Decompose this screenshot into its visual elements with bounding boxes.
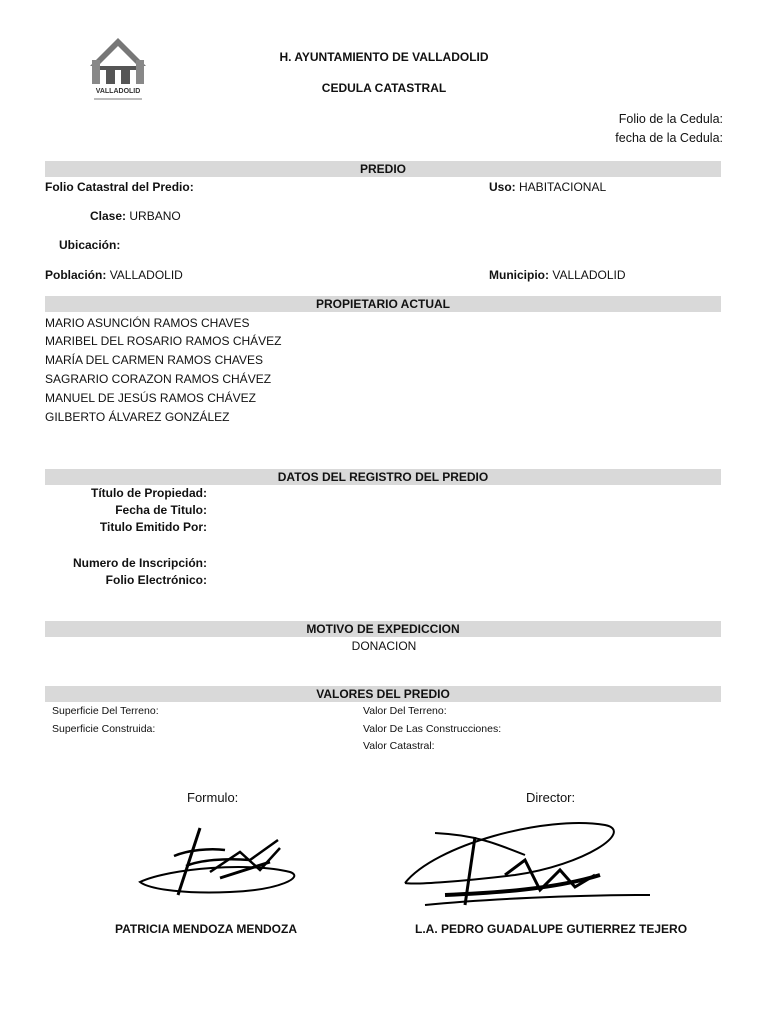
page-subtitle: CEDULA CATASTRAL [321, 81, 447, 95]
logo-text: VALLADOLID [95, 88, 141, 95]
owner-item: GILBERTO ÁLVAREZ GONZÁLEZ [45, 410, 230, 424]
clase-value: URBANO [129, 209, 181, 223]
titulo-emitido-label: Titulo Emitido Por: [99, 520, 207, 534]
formulo-signature [130, 820, 310, 900]
owner-item: MARÍA DEL CARMEN RAMOS CHAVES [45, 353, 264, 367]
fecha-titulo-label: Fecha de Titulo: [115, 503, 207, 517]
superficie-terreno-label: Superficie Del Terreno: [52, 705, 159, 717]
poblacion-value: VALLADOLID [109, 268, 183, 282]
uso-value: HABITACIONAL [519, 180, 607, 194]
clase-field [90, 209, 181, 223]
valor-construcciones-label: Valor De Las Construcciones: [363, 723, 502, 735]
page-title: H. AYUNTAMIENTO DE VALLADOLID [279, 50, 489, 64]
ubicacion-label: Ubicación: [59, 238, 121, 252]
valor-catastral-label: Valor Catastral: [363, 740, 435, 752]
motivo-value: DONACION [351, 639, 417, 653]
folio-electronico-label: Folio Electrónico: [105, 573, 207, 587]
formulo-name: PATRICIA MENDOZA MENDOZA [115, 922, 297, 936]
section-motivo-header: MOTIVO DE EXPEDICCION [45, 621, 721, 637]
valor-terreno-label: Valor Del Terreno: [363, 705, 447, 717]
section-registro-header: DATOS DEL REGISTRO DEL PREDIO [45, 469, 721, 485]
director-signature [395, 815, 655, 915]
municipio-value: VALLADOLID [552, 268, 626, 282]
owner-item: MANUEL DE JESÚS RAMOS CHÁVEZ [45, 391, 256, 405]
director-label: Director: [526, 790, 576, 805]
director-name: L.A. PEDRO GUADALUPE GUTIERREZ TEJERO [415, 922, 688, 936]
municipio-label: Municipio: [489, 268, 549, 282]
superficie-construida-label: Superficie Construida: [52, 723, 156, 735]
logo-tagline [94, 98, 142, 100]
owner-item: MARIBEL DEL ROSARIO RAMOS CHÁVEZ [45, 334, 282, 348]
municipal-logo [86, 36, 150, 106]
uso-field [489, 180, 606, 194]
numero-inscripcion-label: Numero de Inscripción: [72, 556, 207, 570]
section-valores-header: VALORES DEL PREDIO [45, 686, 721, 702]
folio-catastral-label: Folio Catastral del Predio: [45, 180, 194, 194]
municipio-field [489, 268, 626, 282]
fecha-cedula-label: fecha de la Cedula: [615, 131, 723, 145]
folio-cedula-label: Folio de la Cedula: [618, 112, 723, 126]
section-predio-header: PREDIO [45, 161, 721, 177]
owner-item: SAGRARIO CORAZON RAMOS CHÁVEZ [45, 372, 272, 386]
formulo-label: Formulo: [187, 790, 239, 805]
poblacion-field [45, 268, 183, 282]
titulo-propiedad-label: Título de Propiedad: [91, 486, 207, 500]
section-propietario-header: PROPIETARIO ACTUAL [45, 296, 721, 312]
poblacion-label: Población: [45, 268, 107, 282]
clase-label: Clase: [90, 209, 127, 223]
uso-label: Uso: [489, 180, 516, 194]
owner-item: MARIO ASUNCIÓN RAMOS CHAVES [45, 316, 250, 330]
